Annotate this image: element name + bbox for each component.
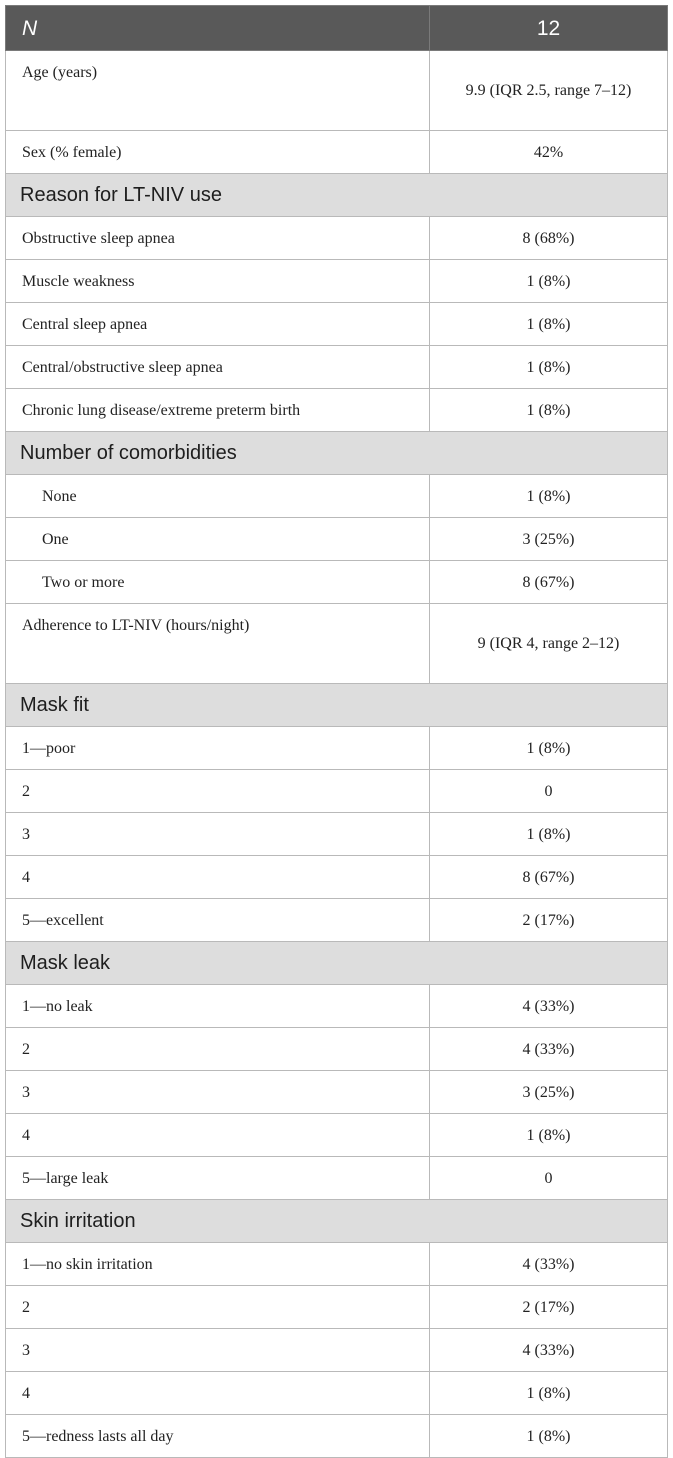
row-value: 4 (33%) <box>430 1028 668 1071</box>
table-row <box>6 985 668 1028</box>
table-row <box>6 131 668 174</box>
table-row <box>6 217 668 260</box>
row-label: 1—no skin irritation <box>6 1243 430 1286</box>
table-row <box>6 1157 668 1200</box>
row-value: 1 (8%) <box>430 303 668 346</box>
section-row <box>6 432 668 475</box>
table-row <box>6 1415 668 1458</box>
row-value: 2 (17%) <box>430 899 668 942</box>
row-value: 4 (33%) <box>430 1243 668 1286</box>
table-row <box>6 389 668 432</box>
row-value: 1 (8%) <box>430 346 668 389</box>
section-row <box>6 684 668 727</box>
row-label: Sex (% female) <box>6 131 430 174</box>
row-label: 5—redness lasts all day <box>6 1415 430 1458</box>
table-row <box>6 1372 668 1415</box>
table-row <box>6 303 668 346</box>
table-row <box>6 1286 668 1329</box>
row-label: 1—no leak <box>6 985 430 1028</box>
row-label: 3 <box>6 813 430 856</box>
table-row <box>6 604 668 684</box>
row-label: Adherence to LT-NIV (hours/night) <box>6 604 430 684</box>
row-value: 1 (8%) <box>430 813 668 856</box>
row-label: One <box>6 518 430 561</box>
table-row <box>6 1114 668 1157</box>
section-row <box>6 174 668 217</box>
header-label: N <box>6 6 430 51</box>
row-value: 1 (8%) <box>430 1114 668 1157</box>
table-row <box>6 346 668 389</box>
row-value: 1 (8%) <box>430 260 668 303</box>
row-label: Two or more <box>6 561 430 604</box>
row-label: None <box>6 475 430 518</box>
row-value: 42% <box>430 131 668 174</box>
row-label: 5—excellent <box>6 899 430 942</box>
row-label: Obstructive sleep apnea <box>6 217 430 260</box>
row-label: 2 <box>6 770 430 813</box>
section-title: Skin irritation <box>6 1200 668 1243</box>
row-label: 4 <box>6 1372 430 1415</box>
row-value: 4 (33%) <box>430 1329 668 1372</box>
row-label: Central sleep apnea <box>6 303 430 346</box>
header-value: 12 <box>430 6 668 51</box>
table-row <box>6 770 668 813</box>
row-value: 2 (17%) <box>430 1286 668 1329</box>
table-row <box>6 899 668 942</box>
section-title: Number of comorbidities <box>6 432 668 475</box>
row-value: 3 (25%) <box>430 1071 668 1114</box>
row-value: 1 (8%) <box>430 475 668 518</box>
row-value: 9.9 (IQR 2.5, range 7–12) <box>430 51 668 131</box>
row-value: 1 (8%) <box>430 1372 668 1415</box>
row-label: 3 <box>6 1071 430 1114</box>
row-label: 1—poor <box>6 727 430 770</box>
table-row <box>6 727 668 770</box>
row-label: 3 <box>6 1329 430 1372</box>
table-row <box>6 856 668 899</box>
table-row <box>6 1071 668 1114</box>
section-row <box>6 1200 668 1243</box>
row-label: 2 <box>6 1286 430 1329</box>
row-label: Muscle weakness <box>6 260 430 303</box>
row-value: 1 (8%) <box>430 727 668 770</box>
row-label: 4 <box>6 1114 430 1157</box>
row-value: 8 (67%) <box>430 856 668 899</box>
row-value: 0 <box>430 770 668 813</box>
section-title: Mask fit <box>6 684 668 727</box>
table-header-row <box>6 6 668 51</box>
table-row <box>6 1329 668 1372</box>
row-value: 4 (33%) <box>430 985 668 1028</box>
table-row <box>6 561 668 604</box>
row-label: Chronic lung disease/extreme preterm birth <box>6 389 430 432</box>
row-label: Central/obstructive sleep apnea <box>6 346 430 389</box>
row-label: 5—large leak <box>6 1157 430 1200</box>
table-row <box>6 518 668 561</box>
row-label: 2 <box>6 1028 430 1071</box>
row-value: 0 <box>430 1157 668 1200</box>
table-row <box>6 51 668 131</box>
row-value: 8 (68%) <box>430 217 668 260</box>
section-title: Reason for LT-NIV use <box>6 174 668 217</box>
table-row <box>6 813 668 856</box>
row-value: 9 (IQR 4, range 2–12) <box>430 604 668 684</box>
row-value: 1 (8%) <box>430 389 668 432</box>
row-label: Age (years) <box>6 51 430 131</box>
row-value: 1 (8%) <box>430 1415 668 1458</box>
row-label: 4 <box>6 856 430 899</box>
table-row <box>6 1243 668 1286</box>
table-row <box>6 475 668 518</box>
row-value: 3 (25%) <box>430 518 668 561</box>
section-title: Mask leak <box>6 942 668 985</box>
demographics-table <box>5 5 668 1458</box>
table-row <box>6 1028 668 1071</box>
row-value: 8 (67%) <box>430 561 668 604</box>
section-row <box>6 942 668 985</box>
table-row <box>6 260 668 303</box>
